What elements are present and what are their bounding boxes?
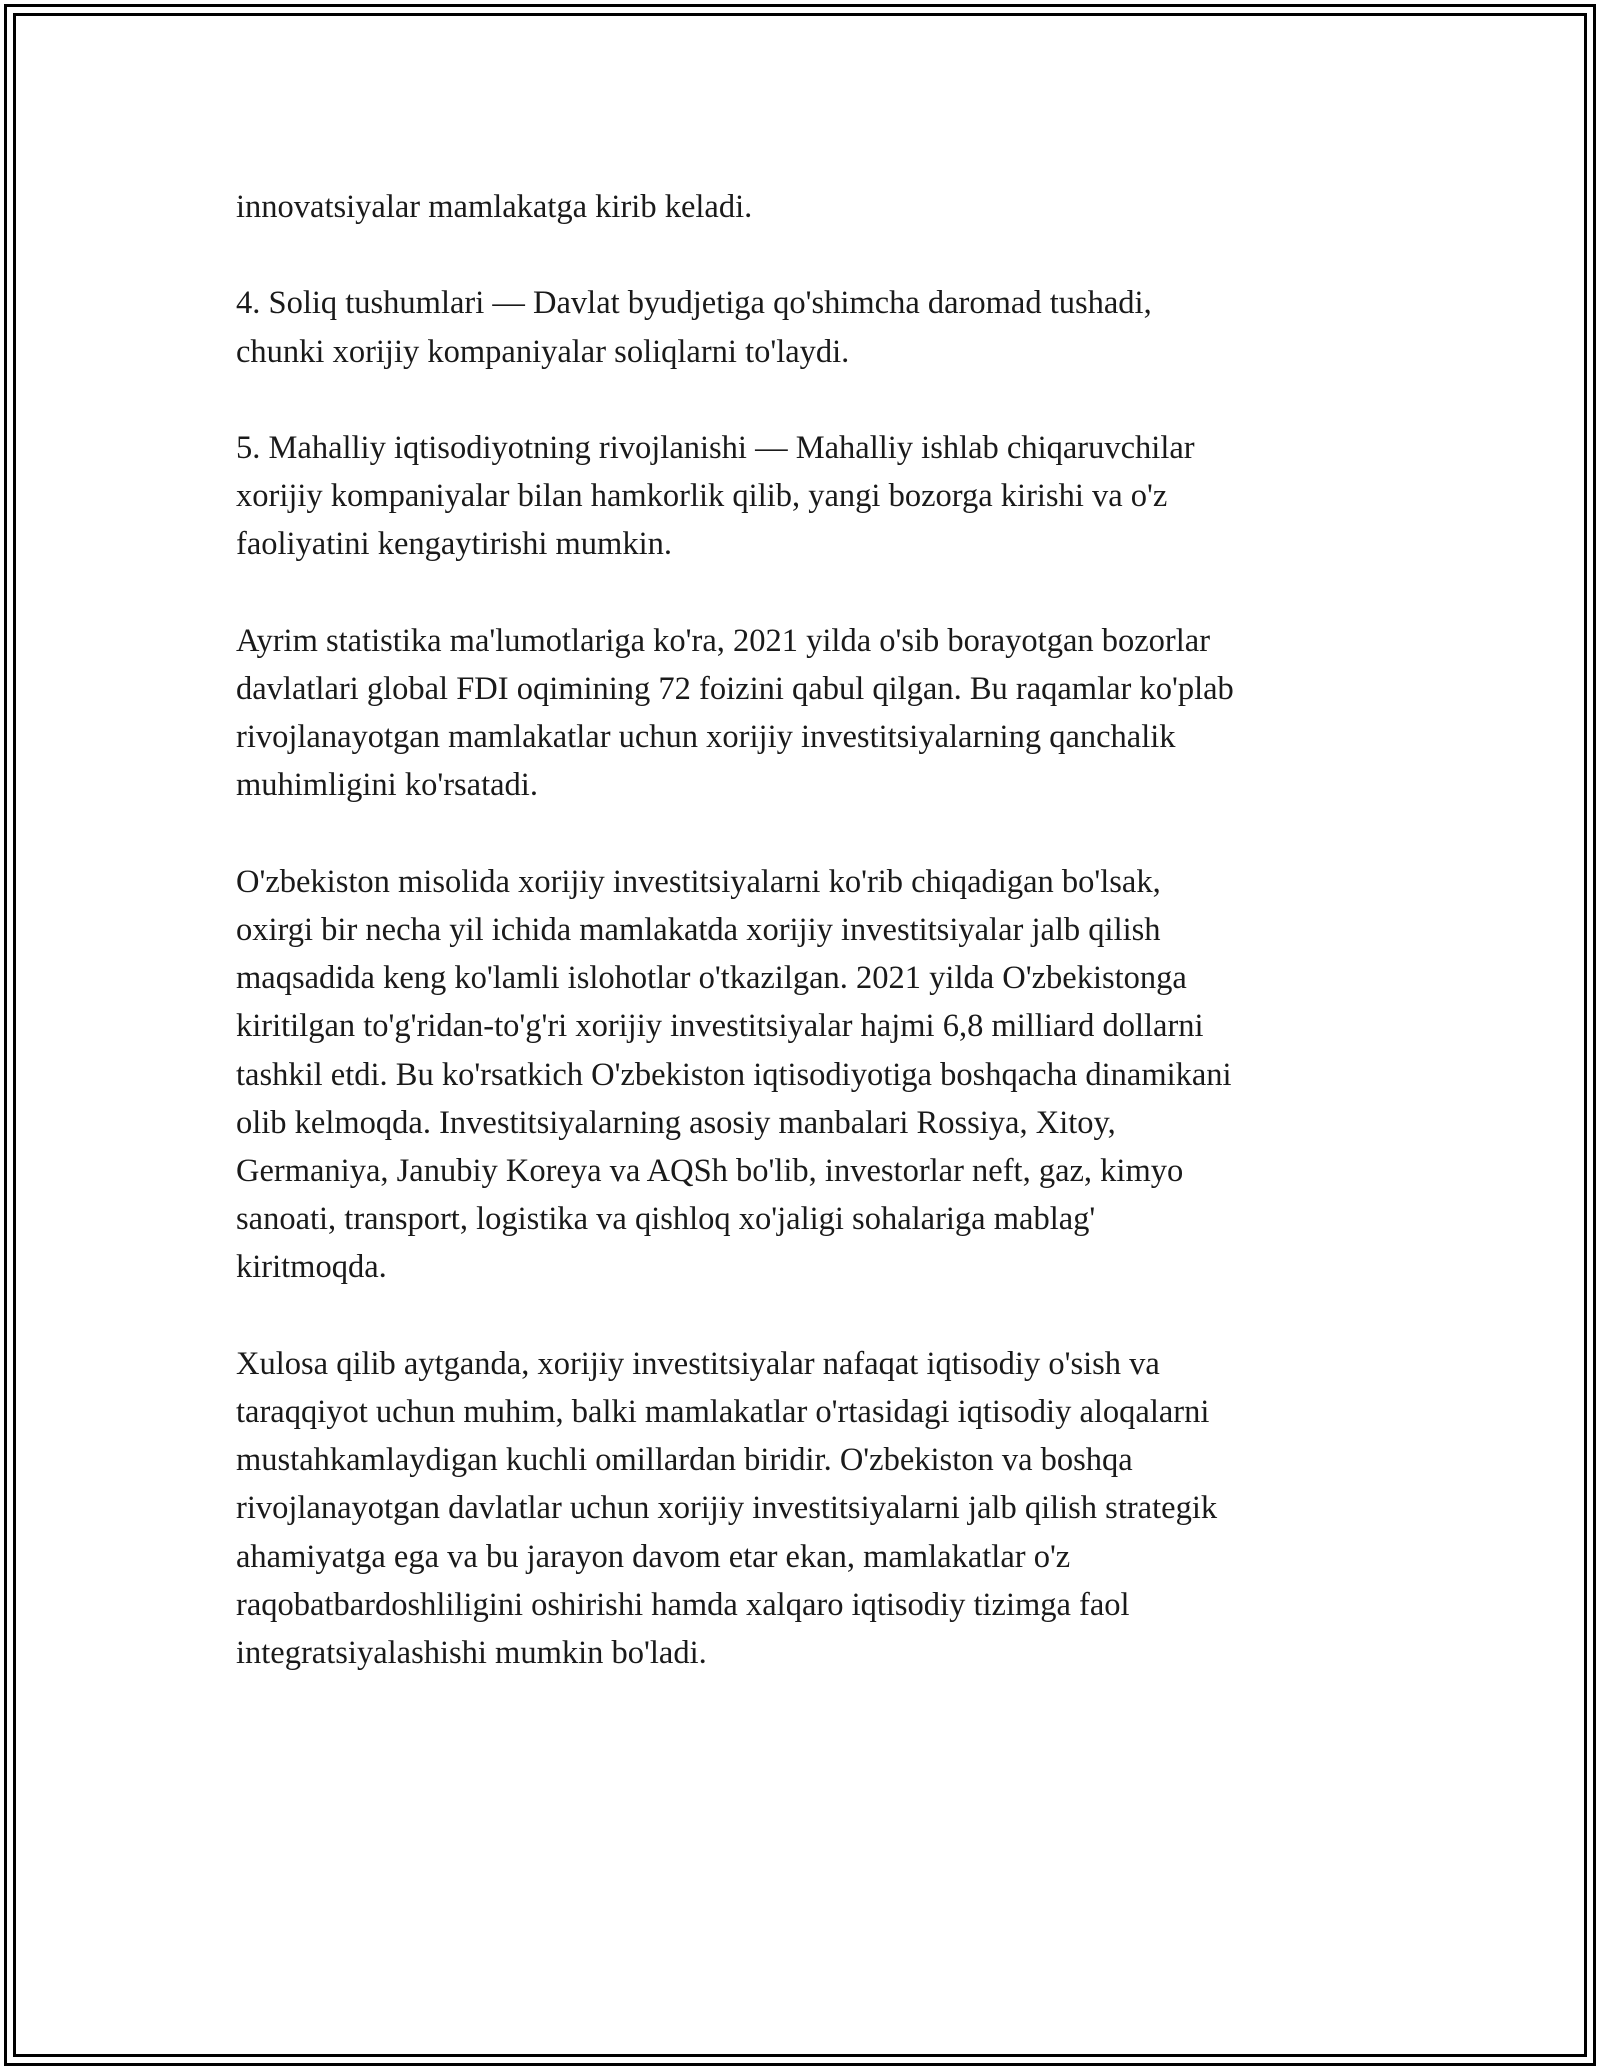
paragraph-local-economy: 5. Mahalliy iqtisodiyotning rivojlanishi — Mahalliy ishlab chiqaruvchilar xorijiy kompaniyalar bilan hamkorlik qilib, yangi bozorga kirishi va o'z faoliyatini kengaytirishi mumkin. [236,429,1195,563]
paragraph-continuation: innovatsiyalar mamlakatga kirib keladi. [236,189,753,225]
paragraph-statistics: Ayrim statistika ma'lumotlariga ko'ra, 2021 yilda o'sib borayotgan bozorlar davlatlari global FDI oqimining 72 foizini qabul qilgan. Bu raqamlar ko'plab rivojlanayotgan mamlakatlar uchun xorijiy investitsiyalarning qanchalik muhimligini ko'rsatadi. [236,622,1234,804]
paragraph-tax-revenue: 4. Soliq tushumlari — Davlat byudjetiga qo'shimcha daromad tushadi, chunki xorijiy kompaniyalar soliqlarni to'laydi. [236,285,1152,370]
document-body [236,183,1386,1725]
paragraph-conclusion: Xulosa qilib aytganda, xorijiy investitsiyalar nafaqat iqtisodiy o'sish va taraqqiyot uchun muhim, balki mamlakatlar o'rtasidagi iqtisodiy aloqalarni mustahkamlaydigan kuchli omillardan biridir. O'zbekiston va boshqa rivojlanayotgan davlatlar uchun xorijiy investitsiyalarni jalb qilish strategik ahamiyatga ega va bu jarayon davom etar ekan, mamlakatlar o'z raqobatbardoshliligini oshirishi hamda xalqaro iqtisodiy tizimga faol integratsiyalashishi mumkin bo'ladi. [236,1345,1218,1672]
paragraph-uzbekistan-example: O'zbekiston misolida xorijiy investitsiyalarni ko'rib chiqadigan bo'lsak, oxirgi bir necha yil ichida mamlakatda xorijiy investitsiyalar jalb qilish maqsadida keng ko'lamli islohotlar o'tkazilgan. 2021 yilda O'zbekistonga kiritilgan to'g'ridan-to'g'ri xorijiy investitsiyalar hajmi 6,8 milliard dollarni tashkil etdi. Bu ko'rsatkich O'zbekiston iqtisodiyotiga boshqacha dinamikani olib kelmoqda. Investitsiyalarning asosiy manbalari Rossiya, Xitoy, Germaniya, Janubiy Koreya va AQSh bo'lib, investorlar neft, gaz, kimyo sanoati, transport, logistika va qishloq xo'jaligi sohalariga mablag' kiritmoqda. [236,863,1232,1286]
